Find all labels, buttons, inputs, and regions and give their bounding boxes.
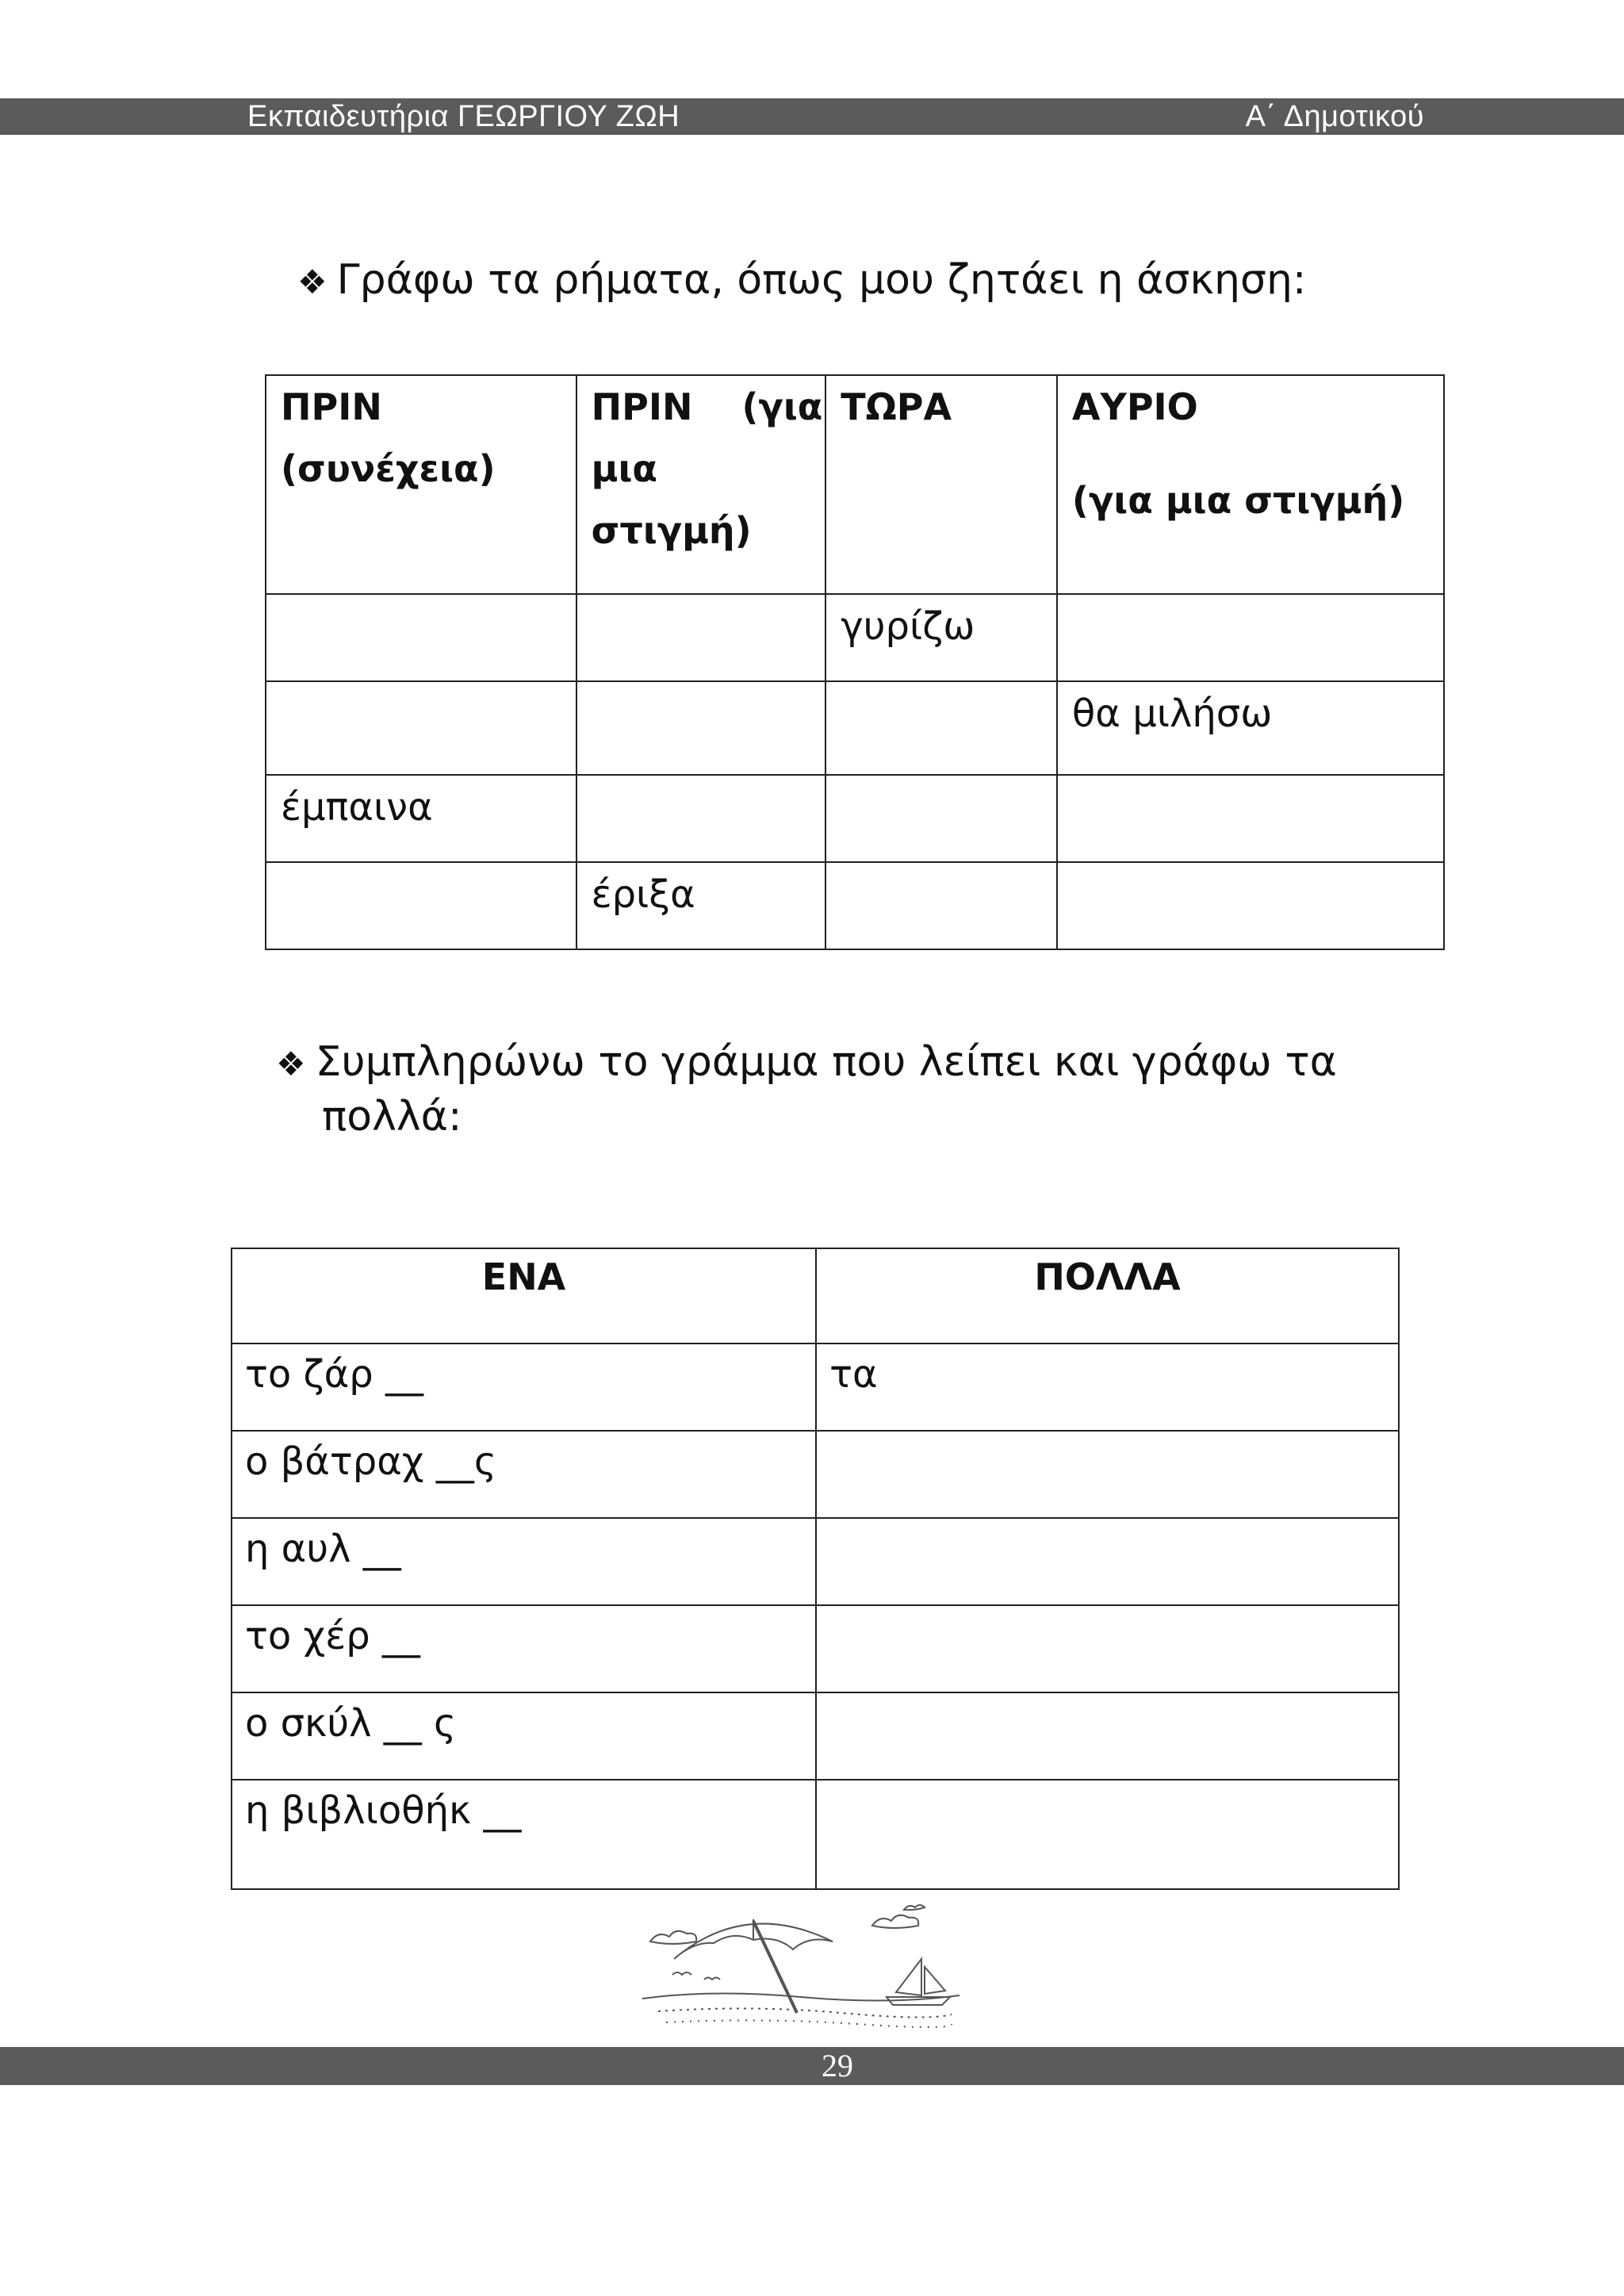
answer-cell[interactable] bbox=[266, 862, 576, 949]
singular-word-cell[interactable]: η αυλ __ bbox=[232, 1518, 816, 1605]
header-cell-before-moment: ΠΡΙΝ (για μια στιγμή) bbox=[576, 375, 826, 594]
header-cell-now: ΤΩΡΑ bbox=[825, 375, 1057, 594]
table-row bbox=[232, 1431, 1399, 1518]
singular-word-cell[interactable]: το ζάρ __ bbox=[232, 1343, 816, 1431]
cloud-icon bbox=[904, 1905, 925, 1910]
given-verb-cell: έριξα bbox=[576, 862, 826, 949]
table-row bbox=[232, 1605, 1399, 1692]
header-cell-many: ΠΟΛΛΑ bbox=[816, 1248, 1399, 1343]
singular-word-cell[interactable]: η βιβλιοθήκ __ bbox=[232, 1780, 816, 1889]
exercise1-instruction-text: Γράφω τα ρήματα, όπως μου ζητάει η άσκηση: bbox=[336, 256, 1307, 304]
exercise2-instruction-line2: πολλά: bbox=[322, 1093, 462, 1140]
cloud-icon bbox=[650, 1931, 696, 1944]
answer-cell[interactable] bbox=[825, 681, 1057, 775]
given-verb-cell: έμπαινα bbox=[266, 775, 576, 862]
diamond-bullet-icon: ❖ bbox=[276, 1045, 306, 1083]
footer-bar bbox=[0, 2047, 1624, 2085]
cloud-icon bbox=[872, 1915, 918, 1928]
plural-answer-cell[interactable] bbox=[816, 1780, 1399, 1889]
answer-cell[interactable] bbox=[1057, 594, 1444, 681]
beach-umbrella-illustration bbox=[634, 1903, 967, 2030]
answer-cell[interactable] bbox=[266, 681, 576, 775]
page-number: 29 bbox=[822, 2048, 853, 2083]
header-cell-before-continuous: ΠΡΙΝ (συνέχεια) bbox=[266, 375, 576, 594]
umbrella-pole-icon bbox=[753, 1921, 797, 2013]
school-name: Εκπαιδευτήρια ΓΕΩΡΓΙΟΥ ΖΩΗ bbox=[247, 100, 680, 133]
table-row bbox=[232, 1780, 1399, 1889]
table-row bbox=[232, 1692, 1399, 1780]
singular-word-cell[interactable]: το χέρ __ bbox=[232, 1605, 816, 1692]
answer-cell[interactable] bbox=[576, 594, 826, 681]
answer-cell[interactable] bbox=[266, 594, 576, 681]
table-row bbox=[266, 594, 1444, 681]
answer-cell[interactable] bbox=[1057, 862, 1444, 949]
exercise1-instruction bbox=[297, 254, 1408, 309]
table-row bbox=[266, 862, 1444, 949]
header-cell-tomorrow: ΑΥΡΙΟ (για μια στιγμή) bbox=[1057, 375, 1444, 594]
table-row bbox=[266, 775, 1444, 862]
plural-answer-cell[interactable] bbox=[816, 1431, 1399, 1518]
singular-plural-table bbox=[231, 1248, 1400, 1890]
plural-answer-cell[interactable]: τα bbox=[816, 1343, 1399, 1431]
plural-answer-cell[interactable] bbox=[816, 1605, 1399, 1692]
table-row bbox=[266, 681, 1444, 775]
header-cell-one: ΕΝΑ bbox=[232, 1248, 816, 1343]
singular-word-cell[interactable]: ο σκύλ __ ς bbox=[232, 1692, 816, 1780]
given-verb-cell: γυρίζω bbox=[825, 594, 1057, 681]
given-verb-cell: θα μιλήσω bbox=[1057, 681, 1444, 775]
answer-cell[interactable] bbox=[576, 775, 826, 862]
plural-answer-cell[interactable] bbox=[816, 1692, 1399, 1780]
sailboat-icon bbox=[896, 1959, 921, 1995]
grade-label: Α΄ Δημοτικού bbox=[1245, 100, 1424, 133]
answer-cell[interactable] bbox=[576, 681, 826, 775]
plural-answer-cell[interactable] bbox=[816, 1518, 1399, 1605]
exercise2-instruction-line1: Συμπληρώνω το γράμμα που λείπει και γράφω τα bbox=[315, 1038, 1337, 1086]
answer-cell[interactable] bbox=[825, 862, 1057, 949]
table-row bbox=[232, 1518, 1399, 1605]
table-row bbox=[232, 1343, 1399, 1431]
diamond-bullet-icon: ❖ bbox=[297, 263, 327, 301]
answer-cell[interactable] bbox=[825, 775, 1057, 862]
table-header-row bbox=[232, 1248, 1399, 1343]
singular-word-cell[interactable]: ο βάτραχ __ς bbox=[232, 1431, 816, 1518]
header-bar bbox=[0, 98, 1624, 135]
exercise2-instruction bbox=[276, 1036, 1402, 1143]
answer-cell[interactable] bbox=[1057, 775, 1444, 862]
verb-tense-table bbox=[265, 374, 1445, 950]
table-header-row bbox=[266, 375, 1444, 594]
